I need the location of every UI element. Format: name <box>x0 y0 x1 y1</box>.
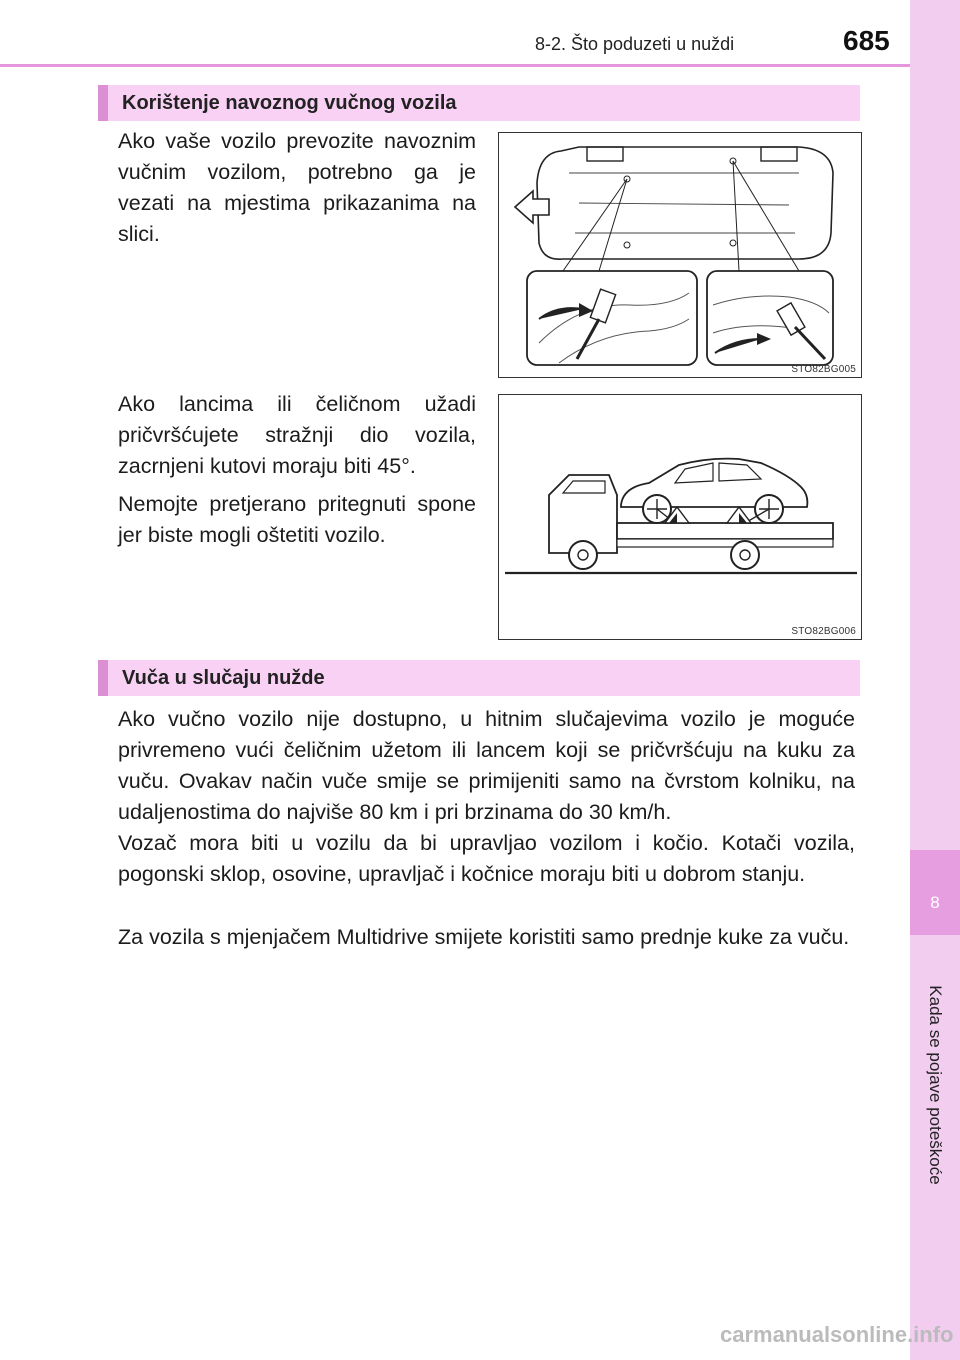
figure-code: STO82BG006 <box>791 626 856 637</box>
paragraph-tension-warning: Nemojte pretjerano pritegnuti spone jer biste mogli oštetiti vozilo. <box>118 492 476 547</box>
flatbed-illustration <box>499 395 861 639</box>
tie-down-illustration <box>499 133 861 377</box>
paragraph-driver-requirements: Vozač mora biti u vozilu da bi upravljao vozilom i kočio. Kotači vozila, pogonski sklop, osovine, upravljač i kočnice moraju biti u dobrom stanju. <box>118 831 855 886</box>
section-heading-text: Vuča u slučaju nužde <box>122 667 325 689</box>
paragraph-flatbed-intro: Ako vaše vozilo prevozite navoznim vučnim vozilom, potrebno ga je vezati na mjestima prikazanima na slici. <box>118 129 476 246</box>
figure-code: STO82BG005 <box>791 364 856 375</box>
header-section-title: 8-2. Što poduzeti u nuždi <box>535 34 735 54</box>
section-heading-emergency-towing <box>98 660 860 696</box>
figure-tie-down-points <box>498 132 862 378</box>
chapter-label: Kada se pojave poteškoće <box>926 985 945 1185</box>
page-number: 685 <box>843 25 890 56</box>
header-divider <box>0 64 910 67</box>
figure-flatbed-truck <box>498 394 862 640</box>
section-heading-text: Korištenje navoznog vučnog vozila <box>122 92 457 114</box>
paragraph-multidrive-note: Za vozila s mjenjačem Multidrive smijete koristiti samo prednje kuke za vuču. <box>118 925 850 949</box>
paragraph-chain-angle: Ako lancima ili čeličnom užadi pričvršćujete stražnji dio vozila, zacrnjeni kutovi moraju biti 45°. <box>118 392 476 478</box>
section-heading-flatbed <box>98 85 860 121</box>
chapter-number: 8 <box>930 893 940 912</box>
watermark-text: carmanualsonline.info <box>720 1322 954 1347</box>
paragraph-emergency-towing: Ako vučno vozilo nije dostupno, u hitnim slučajevima vozilo je moguće privremeno vući čeličnim užetom ili lancem koji se pričvršćuju na kuku za vuču. Ovakav način vuče smije se primijeniti samo na čvrstom kolniku, na udaljenostima do najviše 80 km i pri brzinama do 30 km/h. <box>118 707 855 824</box>
